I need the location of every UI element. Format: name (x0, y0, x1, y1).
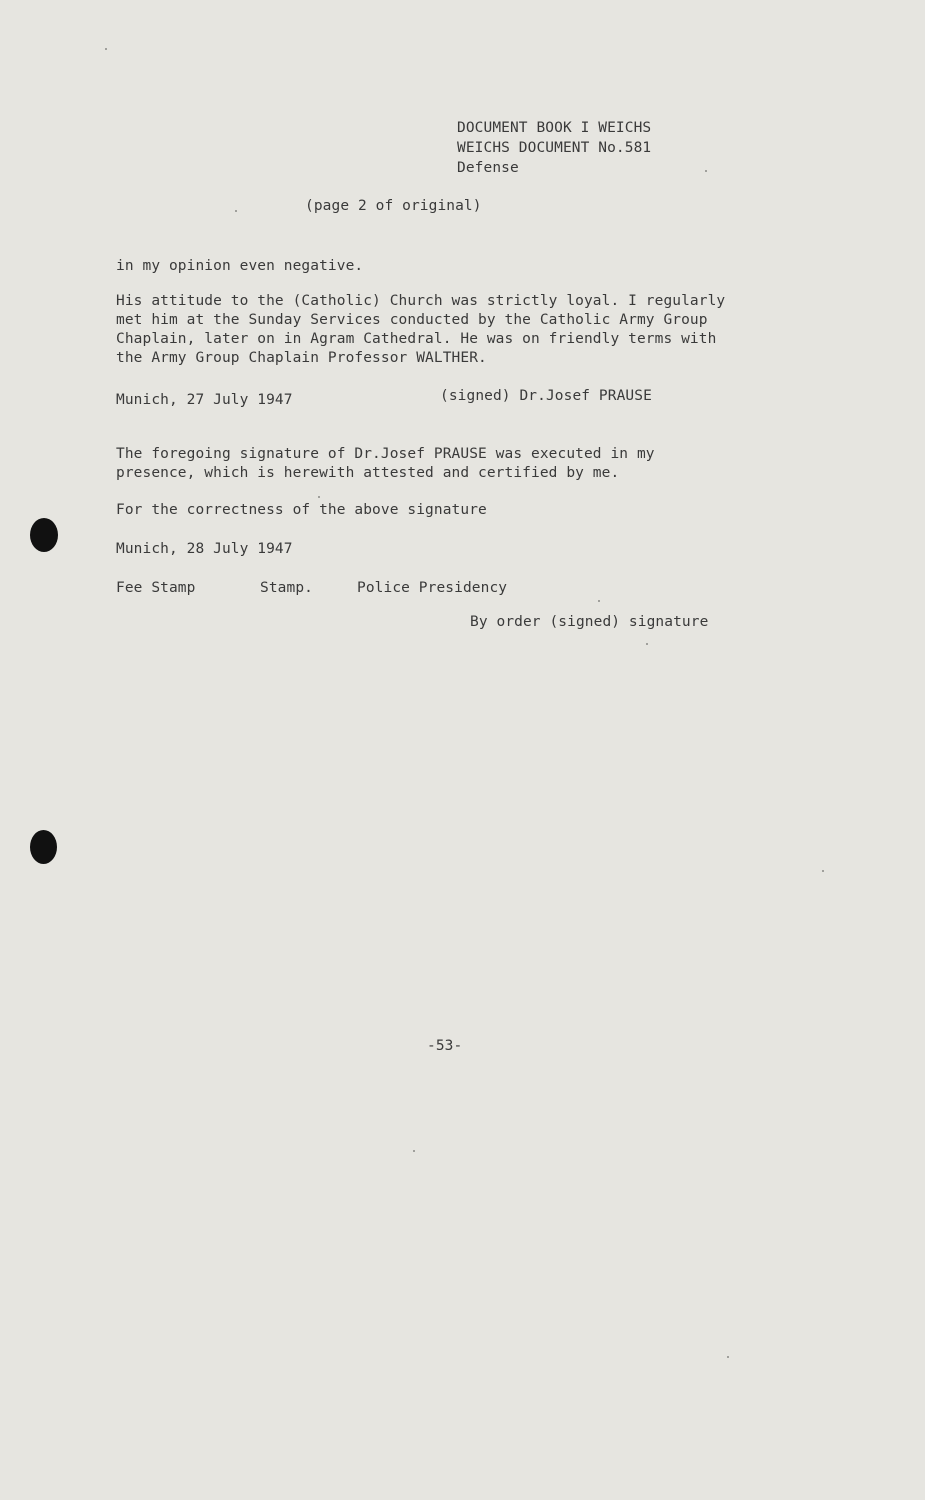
paper-speck (822, 870, 824, 872)
paragraph-line: the Army Group Chaplain Professor WALTHER. (116, 350, 487, 366)
police-presidency-label: Police Presidency (357, 580, 508, 596)
punch-hole (30, 518, 58, 552)
paragraph-line: presence, which is herewith attested and certified by me. (116, 465, 620, 481)
attitude-paragraph (116, 292, 725, 368)
paragraph-line: His attitude to the (Catholic) Church was strictly loyal. I regularly (116, 293, 726, 309)
paper-speck (646, 643, 648, 645)
paper-speck (105, 48, 107, 50)
signature-line: (signed) Dr.Josef PRAUSE (440, 388, 652, 404)
paper-speck (598, 600, 600, 602)
stamp-label: Stamp. (260, 580, 313, 596)
paper-speck (705, 170, 707, 172)
header-defense: Defense (457, 160, 519, 176)
certification-paragraph (116, 445, 655, 483)
header-document-number: WEICHS DOCUMENT No.581 (457, 140, 652, 156)
document-header (457, 118, 651, 178)
paragraph-line: met him at the Sunday Services conducted by the Catholic Army Group (116, 312, 708, 328)
paper-speck (318, 496, 320, 498)
by-order-signature: By order (signed) signature (470, 614, 709, 630)
place-date-first: Munich, 27 July 1947 (116, 392, 293, 408)
paper-speck (727, 1356, 729, 1358)
page-number: -53- (427, 1038, 463, 1054)
header-document-book: DOCUMENT BOOK I WEICHS (457, 120, 652, 136)
correctness-line: For the correctness of the above signature (116, 502, 487, 518)
stamp-row (116, 580, 507, 596)
paper-speck (413, 1150, 415, 1152)
punch-hole (30, 830, 57, 864)
original-page-note: (page 2 of original) (305, 198, 482, 214)
paper-speck (235, 210, 237, 212)
place-date-second: Munich, 28 July 1947 (116, 541, 293, 557)
opening-line: in my opinion even negative. (116, 258, 364, 274)
paragraph-line: The foregoing signature of Dr.Josef PRAUSE was executed in my (116, 446, 655, 462)
fee-stamp-label: Fee Stamp (116, 580, 196, 596)
paragraph-line: Chaplain, later on in Agram Cathedral. He was on friendly terms with (116, 331, 717, 347)
